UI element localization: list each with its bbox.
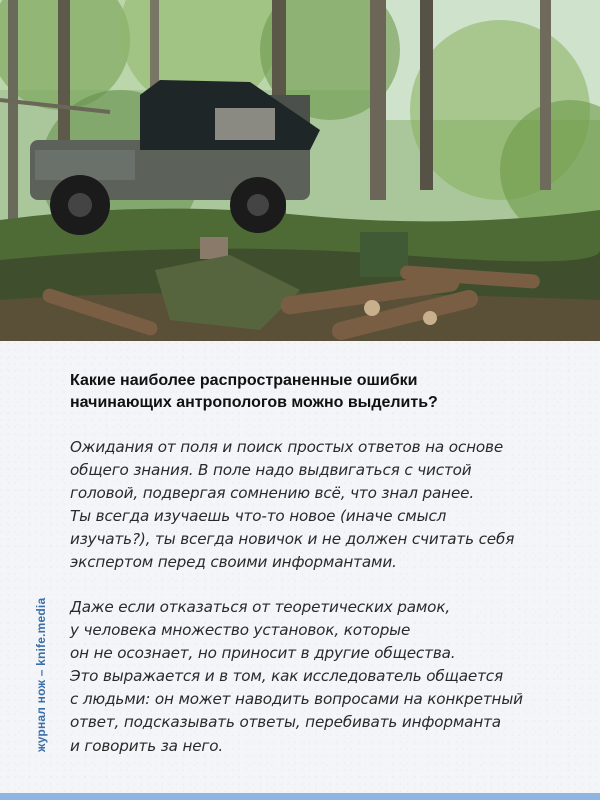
paragraph-line: Это выражается и в том, как исследователь общается xyxy=(70,667,503,686)
question-line: Какие наиболее распространенные ошибки xyxy=(70,372,418,389)
paragraph-line: с людьми: он может наводить вопросами на конкретный xyxy=(70,690,523,709)
paragraph-line: Даже если отказаться от теоретических рамок, xyxy=(70,598,451,616)
answer-paragraph-2 xyxy=(70,596,570,758)
paragraph-line: он не осознает, но приносит в другие общества. xyxy=(70,644,456,663)
forest-camp-illustration xyxy=(0,0,600,341)
brand-label[interactable]: журнал нож – knife.media xyxy=(34,597,48,752)
bottom-accent-bar xyxy=(0,793,600,800)
question-heading xyxy=(70,370,550,414)
paragraph-line: и говорить за него. xyxy=(70,736,224,755)
header-photo xyxy=(0,0,600,341)
paragraph-line: головой, подвергая сомнению всё, что знал ранее. xyxy=(70,484,475,503)
paragraph-line: у человека множество установок, которые xyxy=(70,621,411,640)
paragraph-line: Ты всегда изучаешь что-то новое (иначе смысл xyxy=(70,507,447,526)
paragraph-line: ответ, подсказывать ответы, перебивать информанта xyxy=(70,713,501,732)
article-panel xyxy=(0,341,600,793)
paragraph-line: изучать?), ты всегда новичок и не должен считать себя xyxy=(70,530,515,549)
question-line: начинающих антропологов можно выделить? xyxy=(70,394,438,411)
paragraph-line: Ожидания от поля и поиск простых ответов на основе xyxy=(70,438,504,456)
paragraph-line: общего знания. В поле надо выдвигаться с чистой xyxy=(70,461,472,480)
paragraph-line: экспертом перед своими информантами. xyxy=(70,553,397,572)
answer-paragraph-1 xyxy=(70,436,570,575)
